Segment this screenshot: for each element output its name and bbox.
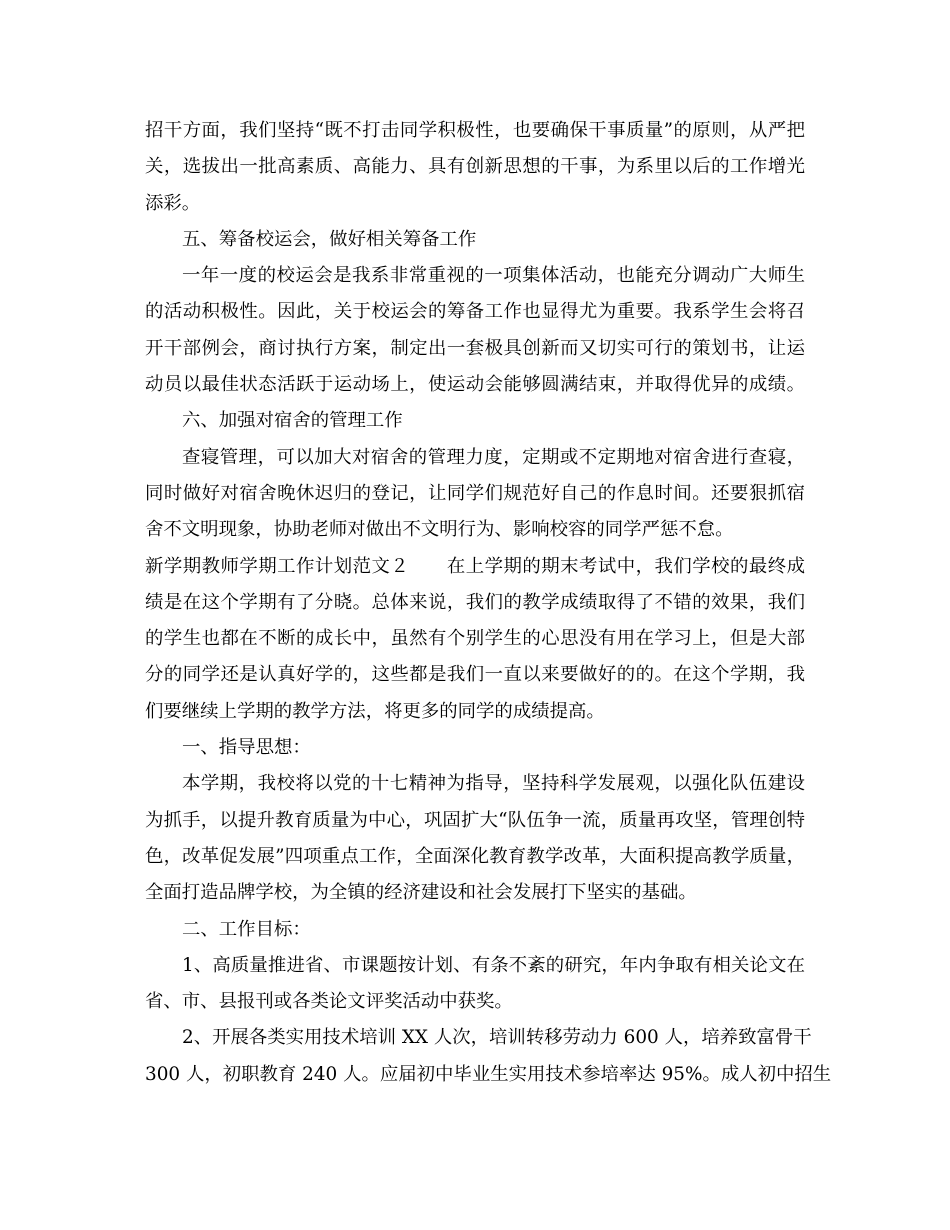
paragraph-line: 分的同学还是认真好学的，这些都是我们一直以来要做好的的。在这个学期，我: [145, 664, 805, 686]
paragraph-line: 一年一度的校运会是我系非常重视的一项集体活动，也能充分调动广大师生: [182, 265, 805, 287]
paragraph-line: 关，选拔出一批高素质、高能力、具有创新思想的干事，为系里以后的工作增光: [145, 156, 805, 178]
section-heading: 一、指导思想：: [182, 737, 311, 759]
paragraph-line: 色，改革促发展”四项重点工作，全面深化教育教学改革，大面积提高教学质量，: [145, 845, 805, 867]
section-heading: 五、筹备校运会，做好相关筹备工作: [182, 228, 477, 250]
paragraph-line: 300 人，初职教育 240 人。应届初中毕业生实用技术参培率达 95%。成人初中招生: [145, 1063, 832, 1085]
paragraph-line: 同时做好对宿舍晚休迟归的登记，让同学们规范好自己的作息时间。还要狠抓宿: [145, 482, 805, 504]
paragraph-line: 添彩。: [145, 192, 201, 214]
paragraph-line: 舍不文明现象，协助老师对做出不文明行为、影响校容的同学严惩不怠。: [145, 519, 734, 541]
document-body: [145, 113, 832, 1093]
paragraph-line: 查寝管理，可以加大对宿舍的管理力度，定期或不定期地对宿舍进行查寝，: [182, 446, 805, 468]
paragraph-line: 招干方面，我们坚持“既不打击同学积极性，也要确保干事质量”的原则，从严把: [145, 120, 805, 141]
paragraph-line: 开干部例会，商讨执行方案，制定出一套极具创新而又切实可行的策划书，让运: [145, 337, 805, 359]
paragraph-line: 绩是在这个学期有了分晓。总体来说，我们的教学成绩取得了不错的效果，我们: [145, 591, 805, 613]
paragraph-line: 动员以最佳状态活跃于运动场上，使运动会能够圆满结束，并取得优异的成绩。: [145, 374, 805, 396]
paragraph-line: 全面打造品牌学校，为全镇的经济建设和社会发展打下坚实的基础。: [145, 882, 697, 904]
paragraph-line: 为抓手，以提升教育质量为中心，巩固扩大“队伍争一流，质量再攻坚，管理创特: [145, 809, 805, 831]
paragraph-line: 的学生也都在不断的成长中，虽然有个别学生的心思没有用在学习上，但是大部: [145, 628, 805, 650]
paragraph-line: 省、市、县报刊或各类论文评奖活动中获奖。: [145, 991, 513, 1013]
paragraph-line: 们要继续上学期的教学方法，将更多的同学的成绩提高。: [145, 700, 605, 722]
paragraph-line: 本学期，我校将以党的十七精神为指导，坚持科学发展观，以强化队伍建设: [182, 773, 805, 795]
section-heading: 二、工作目标：: [182, 918, 311, 940]
paragraph-line: 新学期教师学期工作计划范文２ 在上学期的期末考试中，我们学校的最终成: [145, 555, 805, 577]
paragraph-line: 1、高质量推进省、市课题按计划、有条不紊的研究，年内争取有相关论文在: [182, 954, 805, 976]
paragraph-line: 2、开展各类实用技术培训 XX 人次，培训转移劳动力 600 人，培养致富骨干: [182, 1027, 812, 1049]
paragraph-line: 的活动积极性。因此，关于校运会的筹备工作也显得尤为重要。我系学生会将召: [145, 301, 805, 323]
section-heading: 六、加强对宿舍的管理工作: [182, 410, 403, 432]
